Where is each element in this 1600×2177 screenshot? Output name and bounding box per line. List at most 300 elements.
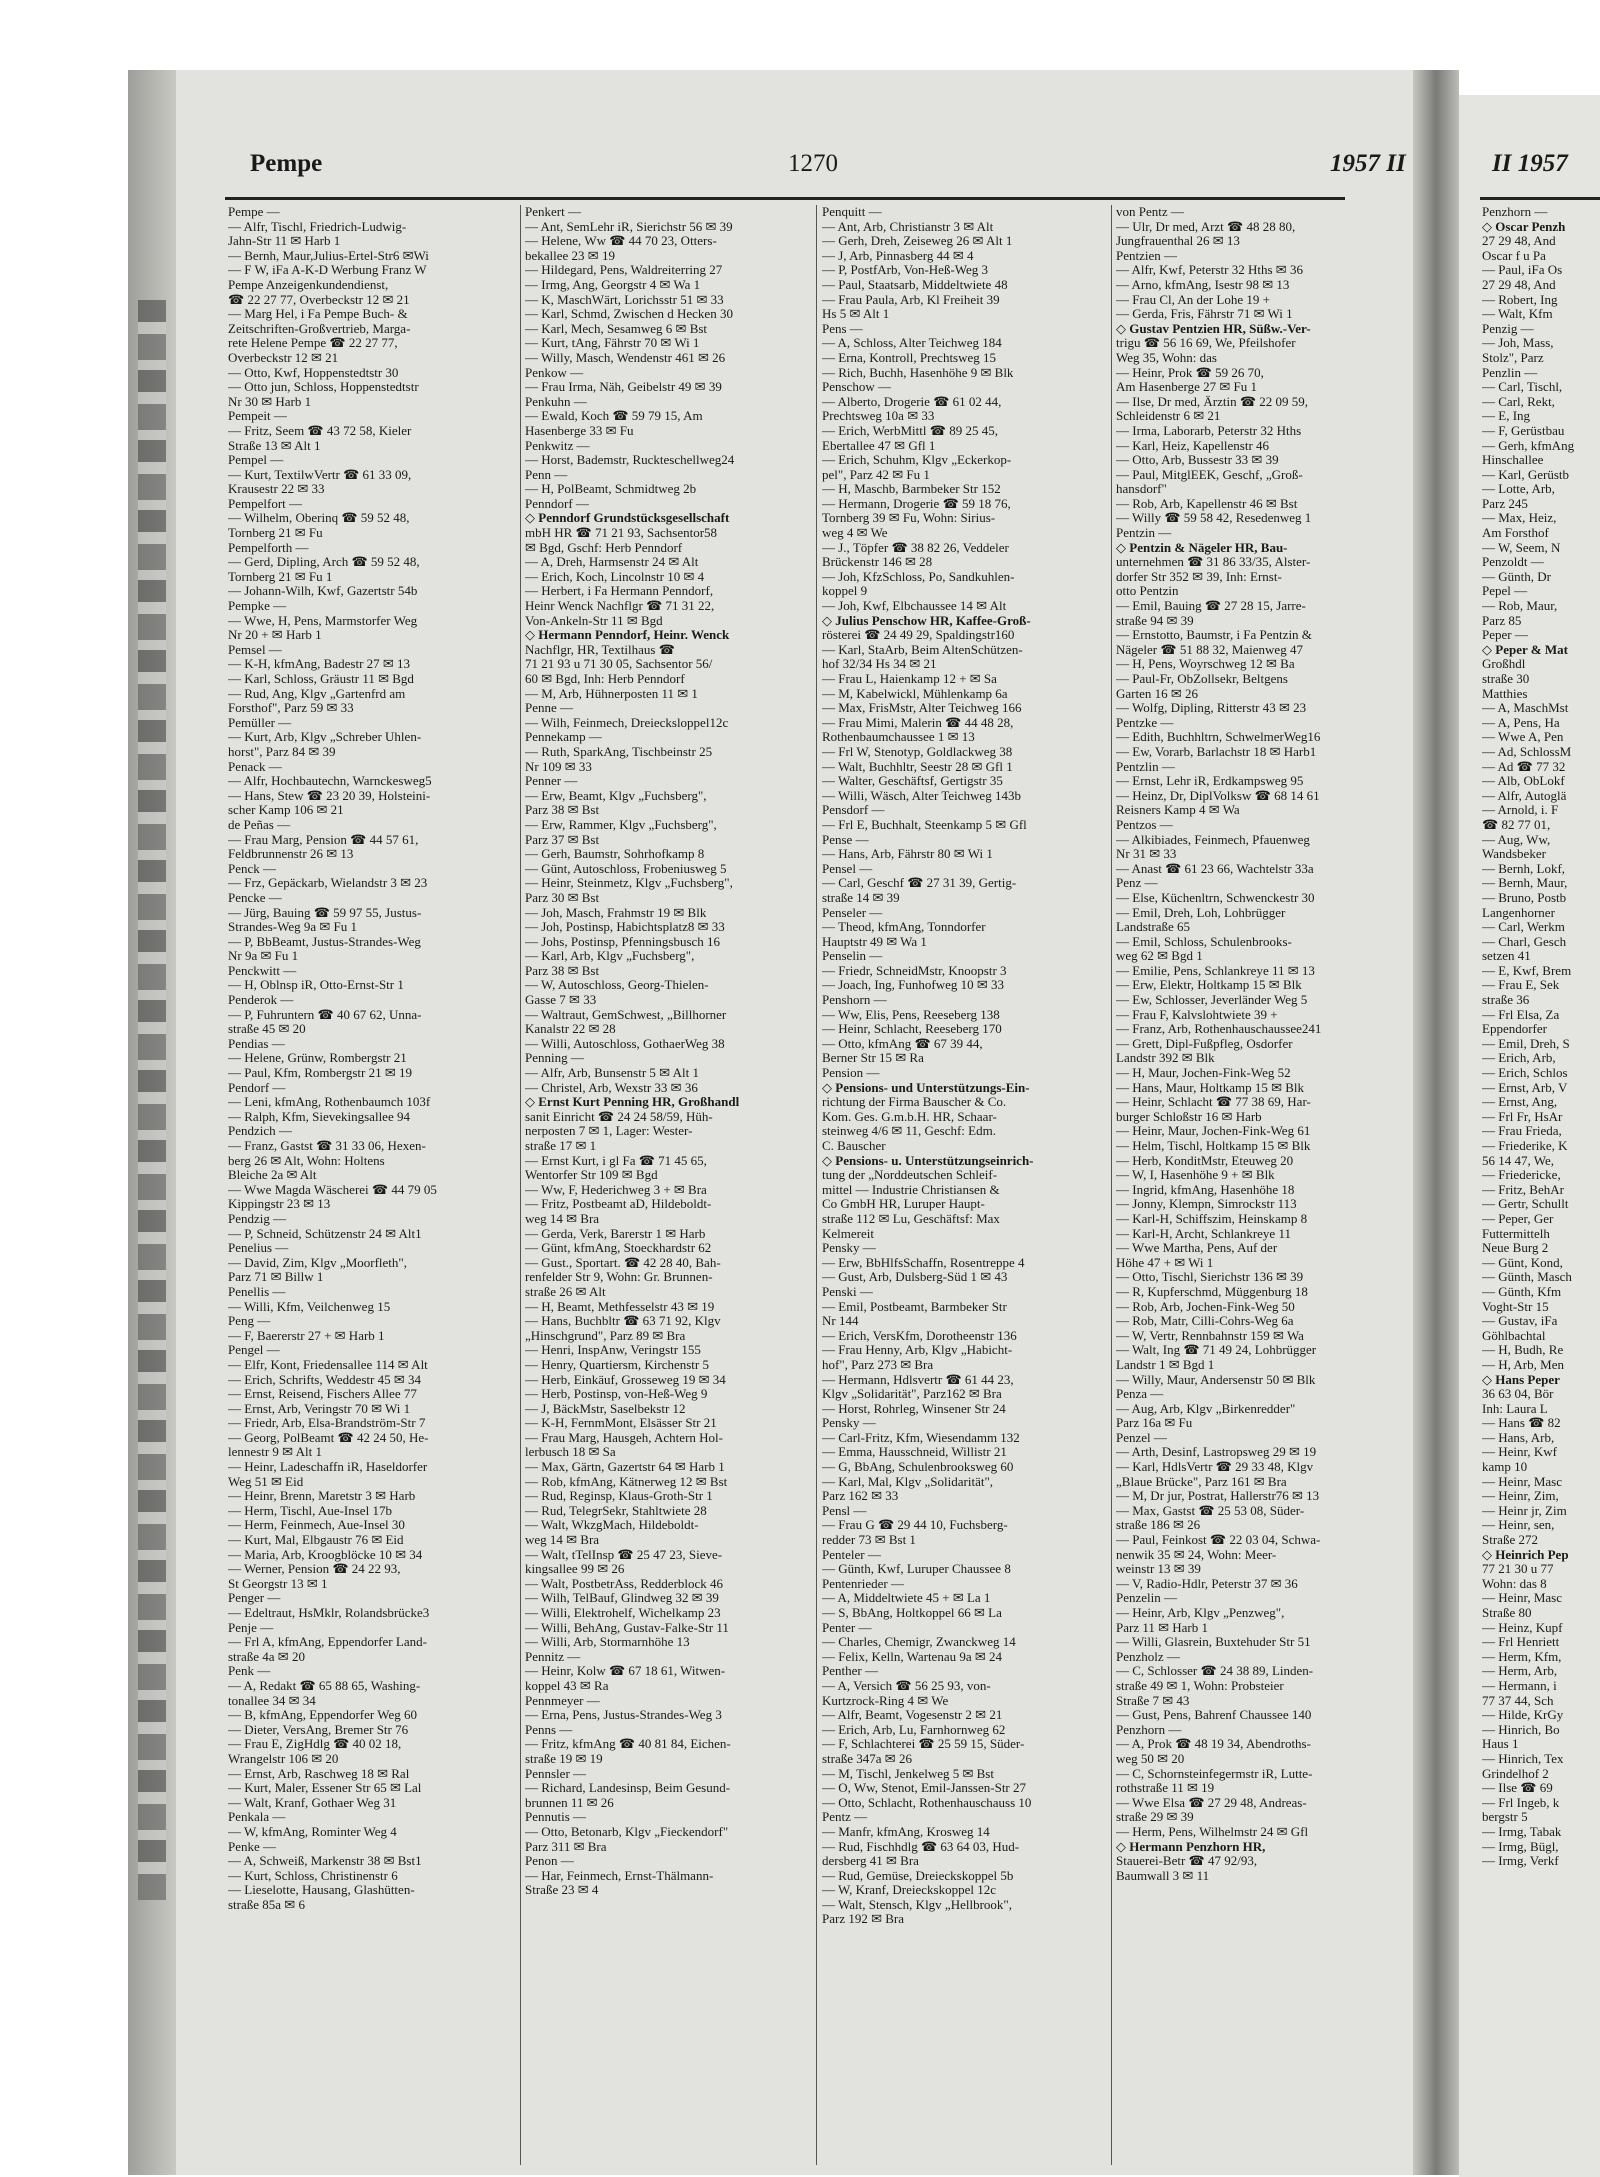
directory-entry-line: — F W, iFa A-K-D Werbung Franz W: [228, 263, 427, 278]
directory-entry-line: Jungfrauenthal 26 ✉ 13: [1116, 234, 1240, 249]
directory-entry-line: — Ralph, Kfm, Sievekingsallee 94: [228, 1109, 410, 1124]
directory-entry-line: — Otto, Arb, Bussestr 33 ✉ 39: [1116, 453, 1279, 468]
directory-entry-line: — Arnold, i. F: [1482, 803, 1559, 818]
directory-entry-line: — Franz, Arb, Rothenhauschaussee241: [1116, 1022, 1322, 1037]
directory-entry-line: dorfer Str 352 ✉ 39, Inh: Ernst-: [1116, 569, 1282, 584]
directory-entry-line: Pensky —: [822, 1416, 876, 1431]
directory-entry-line: Pempke —: [228, 599, 287, 614]
directory-entry-line: — Charl, Gesch: [1482, 934, 1567, 949]
directory-entry-line: — Hans ☎ 82: [1482, 1416, 1561, 1431]
directory-entry-line: Pensky —: [822, 1241, 876, 1256]
directory-entry-line: Pendzig —: [228, 1211, 287, 1226]
directory-entry-line: — Frau Marg, Pension ☎ 44 57 61,: [228, 832, 419, 847]
directory-entry-line: — Walt, PostbetrAss, Redderblock 46: [525, 1576, 724, 1591]
directory-entry-line: — Aug, Arb, Klgv „Birkenredder": [1116, 1401, 1296, 1416]
directory-entry-line: kamp 10: [1482, 1460, 1528, 1475]
directory-entry-line: Pengel —: [228, 1343, 280, 1358]
directory-entry-line: richtung der Firma Bauscher & Co.: [822, 1095, 1007, 1110]
directory-entry-line: — K-H, FernmMont, Elsässer Str 21: [525, 1416, 717, 1431]
directory-entry-line: — Carl, Geschf ☎ 27 31 39, Gertig-: [822, 876, 1017, 891]
directory-entry-line: — Alfr, Hochbautechn, Warnckesweg5: [228, 774, 432, 789]
directory-entry-line: — Gustav, iFa: [1482, 1314, 1558, 1329]
directory-entry-line: — Carl, Werkm: [1482, 920, 1565, 935]
directory-entry-line: Penzel —: [1116, 1430, 1167, 1445]
directory-entry-line: Kelmereit: [822, 1226, 874, 1241]
directory-entry-line: — Erich, Schrifts, Weddestr 45 ✉ 34: [228, 1372, 422, 1387]
directory-entry-line: Pepel —: [1482, 584, 1528, 599]
directory-entry-line: — Emil, Postbeamt, Barmbeker Str: [822, 1299, 1007, 1314]
directory-entry-line: Haus 1: [1482, 1737, 1519, 1752]
directory-entry-line: Penkert —: [525, 205, 581, 219]
directory-entry-line: Pempelfort —: [228, 496, 303, 511]
directory-entry-line: Parz 192 ✉ Bra: [822, 1912, 905, 1927]
directory-entry-line: Forsthof", Parz 59 ✉ 33: [228, 701, 354, 716]
directory-entry-line: ◇ Hermann Penndorf, Heinr. Wenck: [525, 628, 730, 643]
directory-entry-line: Penkow —: [525, 365, 584, 380]
directory-entry-line: — Frau Frieda,: [1482, 1124, 1562, 1139]
directory-entry-line: — Bernh, Maur,Julius-Ertel-Str6 ✉Wi: [228, 248, 429, 263]
directory-entry-line: Penelius —: [228, 1241, 289, 1256]
directory-entry-line: Pentzos —: [1116, 817, 1173, 832]
header-year-right: 1957: [1517, 150, 1568, 177]
directory-entry-line: Penza —: [1116, 1387, 1164, 1402]
directory-entry-line: Penns —: [525, 1722, 573, 1737]
directory-entry-line: — Carl-Fritz, Kfm, Wiesendamm 132: [822, 1430, 1020, 1445]
directory-entry-line: — Henry, Quartiersm, Kirchenstr 5: [525, 1357, 709, 1372]
directory-entry-line: Parz 311 ✉ Bra: [525, 1839, 607, 1854]
directory-entry-line: — P, BbBeamt, Justus-Strandes-Weg: [228, 934, 421, 949]
directory-entry-line: — Ernstotto, Baumstr, i Fa Pentzin &: [1116, 628, 1312, 643]
directory-entry-line: — Wilh, Feinmech, Dreiecksloppel12c: [525, 715, 729, 730]
directory-entry-line: Parz 162 ✉ 33: [822, 1489, 899, 1504]
directory-entry-line: — Günth, Kfm: [1482, 1284, 1562, 1299]
directory-entry-line: nenwik 35 ✉ 24, Wohn: Meer-: [1116, 1547, 1277, 1562]
directory-entry-line: Bleiche 2a ✉ Alt: [228, 1168, 317, 1183]
directory-entry-line: ◇ Julius Penschow HR, Kaffee-Groß-: [822, 613, 1031, 628]
directory-entry-line: — C, Schornsteinfegermstr iR, Lutte-: [1116, 1766, 1313, 1781]
directory-entry-line: Pemüller —: [228, 715, 292, 730]
directory-entry-line: Wandsbeker: [1482, 847, 1546, 862]
directory-entry-line: Schleidenstr 6 ✉ 21: [1116, 409, 1221, 424]
directory-entry-line: — Gust, Pens, Bahrenf Chaussee 140: [1116, 1708, 1312, 1723]
directory-entry-line: Penje —: [228, 1620, 274, 1635]
directory-entry-line: Nr 109 ✉ 33: [525, 759, 592, 774]
header-year: 1957: [1330, 150, 1380, 177]
directory-entry-line: — Frau Cl, An der Lohe 19 +: [1116, 292, 1270, 307]
directory-entry-line: — Frau Paula, Arb, Kl Freiheit 39: [822, 292, 1000, 307]
directory-entry-line: — Heinr, Prok ☎ 59 26 70,: [1116, 365, 1264, 380]
directory-entry-line: Jahn-Str 11 ✉ Harb 1: [228, 234, 341, 249]
directory-entry-line: — Joh, Kwf, Elbchaussee 14 ✉ Alt: [822, 599, 1007, 614]
directory-entry-line: — Friederike, K: [1482, 1139, 1568, 1153]
directory-entry-line: — Joh, Mass,: [1482, 336, 1554, 351]
directory-entry-line: ◇ Hans Peper: [1482, 1372, 1560, 1387]
directory-entry-line: 56 14 47, We,: [1482, 1153, 1555, 1168]
directory-entry-line: straße 26 ✉ Alt: [525, 1284, 606, 1299]
directory-entry-line: — Gerh, Dreh, Zeiseweg 26 ✉ Alt 1: [822, 234, 1013, 249]
directory-entry-line: steinweg 4/6 ✉ 11, Geschf: Edm.: [822, 1124, 996, 1139]
directory-entry-line: Heinr Wenck Nachflgr ☎ 71 31 22,: [525, 599, 715, 614]
directory-entry-line: Landstr 392 ✉ Blk: [1116, 1051, 1215, 1066]
directory-entry-line: setzen 41: [1482, 949, 1531, 964]
directory-entry-line: Weg 51 ✉ Eid: [228, 1474, 304, 1489]
directory-entry-line: — Herb, Einkäuf, Grosseweg 19 ✉ 34: [525, 1372, 726, 1387]
directory-entry-line: Neue Burg 2: [1482, 1241, 1549, 1256]
directory-entry-line: — Bruno, Postb: [1482, 890, 1567, 905]
directory-entry-line: ◇ Peper & Mat: [1482, 642, 1568, 657]
directory-entry-line: St Georgstr 13 ✉ 1: [228, 1576, 328, 1591]
directory-entry-line: Penski —: [822, 1284, 873, 1299]
directory-entry-line: — C, Schlosser ☎ 24 38 89, Linden-: [1116, 1664, 1314, 1679]
directory-entry-line: berg 26 ✉ Alt, Wohn: Holtens: [228, 1153, 385, 1168]
directory-entry-line: Parz 245: [1482, 496, 1528, 511]
directory-entry-line: Penther —: [822, 1664, 878, 1679]
directory-entry-line: — Walt, Kfm: [1482, 307, 1553, 322]
directory-entry-line: 77 21 30 u 77: [1482, 1562, 1554, 1577]
directory-entry-line: Wentorfer Str 109 ✉ Bgd: [525, 1168, 658, 1183]
directory-entry-line: — Karl, Gerüstb: [1482, 467, 1570, 482]
book-gutter: [1413, 70, 1459, 2175]
directory-entry-line: Großhdl: [1482, 657, 1526, 672]
directory-entry-line: Penseler —: [822, 905, 883, 920]
directory-entry-line: — P, PostfArb, Von-Heß-Weg 3: [822, 263, 989, 278]
directory-entry-line: Nachflgr, HR, Textilhaus ☎: [525, 642, 675, 657]
directory-entry-line: — Hans, Maur, Holtkamp 15 ✉ Blk: [1116, 1080, 1305, 1095]
directory-entry-line: Parz 38 ✉ Bst: [525, 963, 600, 978]
directory-entry-line: weg 50 ✉ 20: [1116, 1751, 1185, 1766]
directory-entry-line: ☎ 82 77 01,: [1482, 817, 1551, 832]
directory-entry-line: — H, Arb, Men: [1482, 1357, 1564, 1372]
directory-entry-line: Brückenstr 146 ✉ 28: [822, 555, 933, 570]
directory-entry-line: — G, BbAng, Schulenbrooksweg 60: [822, 1460, 1014, 1475]
directory-entry-line: Penner —: [525, 774, 578, 789]
directory-entry-line: Penderok —: [228, 993, 294, 1008]
directory-entry-line: — E, Ing: [1482, 409, 1531, 424]
directory-entry-line: — Willi, Arb, Stormarnhöhe 13: [525, 1635, 690, 1650]
directory-entry-line: — Heinr, Steinmetz, Klgv „Fuchsberg",: [525, 876, 733, 891]
directory-entry-line: — Erich, VersKfm, Dorotheenstr 136: [822, 1328, 1017, 1343]
directory-entry-line: — Karl, Heiz, Kapellenstr 46: [1116, 438, 1270, 453]
directory-entry-line: Klgv „Solidarität", Parz162 ✉ Bra: [822, 1387, 1002, 1402]
directory-entry-line: Overbeckstr 12 ✉ 21: [228, 350, 339, 365]
directory-entry-line: — Erna, Pens, Justus-Strandes-Weg 3: [525, 1708, 722, 1723]
directory-entry-line: — Max, FrisMstr, Alter Teichweg 166: [822, 701, 1022, 716]
directory-entry-line: ◇ Gustav Pentzien HR, Süßw.-Ver-: [1116, 321, 1311, 336]
directory-entry-line: — Otto, Tischl, Sierichstr 136 ✉ 39: [1116, 1270, 1304, 1285]
directory-entry-line: Feldbrunnenstr 26 ✉ 13: [228, 847, 354, 862]
directory-entry-line: Peng —: [228, 1314, 271, 1329]
directory-entry-line: Von-Ankeln-Str 11 ✉ Bgd: [525, 613, 663, 628]
directory-entry-line: — Arno, kfmAng, Isestr 98 ✉ 13: [1116, 277, 1290, 292]
directory-entry-line: — Theod, kfmAng, Tonndorfer: [822, 920, 986, 935]
directory-entry-line: — Horst, Bademstr, Ruckteschellweg24: [525, 453, 735, 468]
directory-entry-line: — Ernst Kurt, i gl Fa ☎ 71 45 65,: [525, 1153, 707, 1168]
directory-entry-line: — Wwe A, Pen: [1482, 730, 1564, 745]
directory-entry-line: kingsallee 99 ✉ 26: [525, 1562, 625, 1577]
directory-entry-line: — V, Radio-Hdlr, Peterstr 37 ✉ 36: [1116, 1576, 1298, 1591]
directory-entry-line: Pemsel —: [228, 642, 282, 657]
directory-entry-line: Penkwitz —: [525, 438, 590, 453]
directory-entry-line: — Friedericke,: [1482, 1168, 1561, 1183]
directory-entry-line: Nr 20 + ✉ Harb 1: [228, 628, 322, 643]
directory-column-4: [1116, 205, 1346, 1883]
directory-entry-line: — Johann-Wilh, Kwf, Gazertstr 54b: [228, 584, 418, 599]
directory-entry-line: — Heinr, Masc: [1482, 1591, 1562, 1606]
directory-entry-line: — S, BbAng, Holtkoppel 66 ✉ La: [822, 1606, 1002, 1620]
directory-entry-line: — Frl Henriett: [1482, 1635, 1560, 1650]
directory-entry-line: Co GmbH HR, Luruper Haupt-: [822, 1197, 985, 1212]
directory-entry-line: Am Forsthof: [1482, 526, 1549, 541]
directory-entry-line: — Alfr, Beamt, Vogesenstr 2 ✉ 21: [822, 1708, 1003, 1723]
column-divider: [1111, 205, 1112, 2165]
directory-entry-line: — A, Prok ☎ 48 19 34, Abendroths-: [1116, 1737, 1311, 1752]
directory-entry-line: „Hinschgrund", Parz 89 ✉ Bra: [525, 1328, 686, 1343]
directory-entry-line: — Karl, StaArb, Beim AltenSchützen-: [822, 642, 1023, 657]
directory-entry-line: — Waltraut, GemSchwest, „Billhorner: [525, 1007, 727, 1022]
directory-entry-line: Pendorf —: [228, 1080, 286, 1095]
directory-entry-line: — Wwe Martha, Pens, Auf der: [1116, 1241, 1278, 1256]
directory-entry-line: Weg 35, Wohn: das: [1116, 350, 1217, 365]
directory-entry-line: — Ew, Vorarb, Barlachstr 18 ✉ Harb1: [1116, 744, 1317, 759]
directory-entry-line: — Günth, Kwf, Luruper Chaussee 8: [822, 1562, 1011, 1577]
directory-entry-line: — Heinz, Kupf: [1482, 1620, 1563, 1635]
directory-entry-line: ◇ Pensions- u. Unterstützungseinrich-: [822, 1153, 1034, 1168]
directory-entry-line: — Hans, Arb,: [1482, 1430, 1555, 1445]
directory-entry-line: — Willi, Kfm, Veilchenweg 15: [228, 1299, 391, 1314]
directory-entry-line: Hinschallee: [1482, 453, 1544, 468]
directory-entry-line: — Ernst, Lehr iR, Erdkampsweg 95: [1116, 774, 1304, 789]
directory-entry-line: — Ilse ☎ 69: [1482, 1781, 1553, 1796]
directory-entry-line: Penkuhn —: [525, 394, 587, 409]
directory-entry-line: koppel 9: [822, 584, 868, 599]
directory-entry-line: rete Helene Pempe ☎ 22 27 77,: [228, 336, 398, 351]
directory-entry-line: — Karl, HdlsVertr ☎ 29 33 48, Klgv: [1116, 1460, 1314, 1475]
directory-entry-line: bergstr 5: [1482, 1810, 1528, 1825]
directory-entry-line: — Frl W, Stenotyp, Goldlackweg 38: [822, 744, 1013, 759]
directory-entry-line: — Irmg, Verkf: [1482, 1854, 1559, 1869]
directory-entry-line: Penschow —: [822, 380, 891, 395]
directory-entry-line: — Horst, Rohrleg, Winsener Str 24: [822, 1401, 1006, 1416]
directory-entry-line: — Karl-H, Schiffszim, Heinskamp 8: [1116, 1211, 1308, 1226]
directory-entry-line: Nr 30 ✉ Harb 1: [228, 394, 312, 409]
directory-entry-line: Garten 16 ✉ 26: [1116, 686, 1199, 701]
directory-entry-line: Pennekamp —: [525, 730, 602, 745]
directory-entry-line: — Herm, Feinmech, Aue-Insel 30: [228, 1518, 405, 1533]
directory-entry-line: hof", Parz 273 ✉ Bra: [822, 1357, 934, 1372]
directory-entry-line: — F, Baererstr 27 + ✉ Harb 1: [228, 1328, 385, 1343]
directory-entry-line: Pense —: [822, 832, 869, 847]
directory-entry-line: — Paul, MitglEEK, Geschf, „Groß-: [1116, 467, 1303, 482]
directory-entry-line: — Christel, Arb, Wexstr 33 ✉ 36: [525, 1080, 698, 1095]
directory-entry-line: sanit Einricht ☎ 24 24 58/59, Hüh-: [525, 1109, 713, 1124]
directory-entry-line: — R, Kupferschmd, Müggenburg 18: [1116, 1284, 1308, 1299]
header-volume: II: [1386, 150, 1406, 177]
directory-entry-line: Pempel —: [228, 453, 284, 468]
directory-entry-line: bekallee 23 ✉ 19: [525, 248, 615, 263]
directory-entry-line: — Bernh, Maur,: [1482, 876, 1568, 891]
directory-entry-line: — Max, Gärtn, Gazertstr 64 ✉ Harb 1: [525, 1460, 725, 1475]
directory-entry-line: — Rud, Reginsp, Klaus-Groth-Str 1: [525, 1489, 713, 1504]
directory-entry-line: — Erich, Koch, Lincolnstr 10 ✉ 4: [525, 569, 705, 584]
directory-entry-line: — Alberto, Drogerie ☎ 61 02 44,: [822, 394, 1002, 409]
directory-entry-line: — Frau Mimi, Malerin ☎ 44 48 28,: [822, 715, 1014, 730]
directory-entry-line: Pennmeyer —: [525, 1693, 600, 1708]
directory-entry-line: — Kurt, Mal, Elbgaustr 76 ✉ Eid: [228, 1533, 404, 1548]
directory-entry-line: — Edith, Buchhltrn, SchwelmerWeg16: [1116, 730, 1321, 745]
directory-entry-line: Tornberg 21 ✉ Fu 1: [228, 569, 333, 584]
directory-entry-line: — Max, Heiz,: [1482, 511, 1557, 526]
directory-entry-line: — F, Schlachterei ☎ 25 59 15, Süder-: [822, 1737, 1025, 1752]
directory-entry-line: — Fritz, Postbeamt aD, Hildeboldt-: [525, 1197, 712, 1212]
directory-entry-line: 27 29 48, And: [1482, 277, 1556, 292]
directory-entry-line: ◇ Pensions- und Unterstützungs-Ein-: [822, 1080, 1030, 1095]
directory-entry-line: Pempeit —: [228, 409, 287, 424]
directory-entry-line: — Heinr, Brenn, Maretstr 3 ✉ Harb: [228, 1489, 416, 1504]
directory-entry-line: — A, Schweiß, Markenstr 38 ✉ Bst1: [228, 1854, 422, 1869]
directory-entry-line: Pentzke —: [1116, 715, 1174, 730]
directory-entry-line: — Frau Irma, Näh, Geibelstr 49 ✉ 39: [525, 380, 722, 395]
directory-entry-line: Penselin —: [822, 949, 883, 964]
directory-entry-line: weg 14 ✉ Bra: [525, 1533, 600, 1548]
directory-entry-line: — Erna, Kontroll, Prechtsweg 15: [822, 350, 997, 365]
directory-entry-line: — K-H, kfmAng, Badestr 27 ✉ 13: [228, 657, 411, 672]
directory-entry-line: Penshorn —: [822, 993, 887, 1008]
spine-edge-marks: [138, 300, 166, 1900]
directory-entry-line: — Manfr, kfmAng, Krosweg 14: [822, 1824, 990, 1839]
directory-entry-line: — Walt, WkzgMach, Hildeboldt-: [525, 1518, 699, 1533]
directory-entry-line: Penke —: [228, 1839, 277, 1854]
directory-entry-line: Kurtzrock-Ring 4 ✉ We: [822, 1693, 949, 1708]
directory-entry-line: — Irmg, Bügl,: [1482, 1839, 1559, 1854]
directory-entry-line: de Peñas —: [228, 817, 291, 832]
directory-entry-line: C. Bauscher: [822, 1139, 886, 1153]
directory-entry-line: — Kurt, tAng, Fährstr 70 ✉ Wi 1: [525, 336, 700, 351]
directory-entry-line: ☎ 22 27 77, Overbeckstr 12 ✉ 21: [228, 292, 410, 307]
directory-entry-line: — Ww, Elis, Pens, Reeseberg 138: [822, 1007, 1000, 1022]
directory-entry-line: ◇ Penndorf Grundstücksgesellschaft: [525, 511, 730, 526]
directory-entry-line: renfelder Str 9, Wohn: Gr. Brunnen-: [525, 1270, 713, 1285]
directory-entry-line: Pempe Anzeigenkundendienst,: [228, 277, 389, 292]
directory-entry-line: — M, Tischl, Jenkelweg 5 ✉ Bst: [822, 1766, 994, 1781]
directory-entry-line: — Erw, Rammer, Klgv „Fuchsberg",: [525, 817, 717, 832]
directory-entry-line: — Alfr, Arb, Bunsenstr 5 ✉ Alt 1: [525, 1066, 699, 1081]
directory-entry-line: — Heinr, Kolw ☎ 67 18 61, Witwen-: [525, 1664, 726, 1679]
directory-entry-line: — W, Kranf, Dreieckskoppel 12c: [822, 1883, 997, 1898]
directory-entry-line: — Emil, Dreh, S: [1482, 1036, 1570, 1051]
directory-entry-line: — Heinr, sen,: [1482, 1518, 1555, 1533]
directory-entry-line: rösterei ☎ 24 49 29, Spaldingstr160: [822, 628, 1015, 643]
directory-entry-line: lerbusch 18 ✉ Sa: [525, 1445, 616, 1460]
directory-entry-line: — Ww, F, Hederichweg 3 + ✉ Bra: [525, 1182, 707, 1197]
directory-entry-line: — Walt, Kranf, Gothaer Weg 31: [228, 1795, 397, 1810]
directory-entry-line: — Gerda, Fris, Fährstr 71 ✉ Wi 1: [1116, 307, 1293, 322]
directory-entry-line: — H, Oblnsp iR, Otto-Ernst-Str 1: [228, 978, 404, 993]
directory-entry-line: Penzhorn —: [1116, 1722, 1182, 1737]
directory-entry-line: — Leni, kfmAng, Rothenbaumch 103f: [228, 1095, 431, 1110]
directory-entry-line: Krausestr 22 ✉ 33: [228, 482, 325, 497]
directory-entry-line: Penndorf —: [525, 496, 589, 511]
directory-entry-line: — Friedr, Arb, Elsa-Brandström-Str 7: [228, 1416, 426, 1431]
directory-entry-line: — Hans, Arb, Fährstr 80 ✉ Wi 1: [822, 847, 993, 862]
directory-entry-line: 77 37 44, Sch: [1482, 1693, 1554, 1708]
directory-entry-line: — Henri, InspAnw, Veringstr 155: [525, 1343, 701, 1358]
directory-entry-line: — Franz, Gastst ☎ 31 33 06, Hexen-: [228, 1139, 426, 1153]
directory-entry-line: Parz 30 ✉ Bst: [525, 890, 600, 905]
directory-entry-line: — Walt, Ing ☎ 71 49 24, Lohbrügger: [1116, 1343, 1317, 1358]
directory-entry-line: — Ingrid, kfmAng, Hasenhöhe 18: [1116, 1182, 1295, 1197]
directory-entry-line: Pentzlin —: [1116, 759, 1175, 774]
directory-entry-line: — Grett, Dipl-Fußpfleg, Osdorfer: [1116, 1036, 1293, 1051]
directory-entry-line: — Herm, Tischl, Aue-Insel 17b: [228, 1503, 392, 1518]
directory-entry-line: — Frau F, Kalvslohtwiete 39 +: [1116, 1007, 1278, 1022]
directory-entry-line: — H, PolBeamt, Schmidtweg 2b: [525, 482, 697, 497]
directory-entry-line: burger Schloßstr 16 ✉ Harb: [1116, 1109, 1262, 1124]
directory-entry-line: Parz 38 ✉ Bst: [525, 803, 600, 818]
directory-entry-line: — Gertr, Schullt: [1482, 1197, 1569, 1212]
directory-entry-line: — Werner, Pension ☎ 24 22 93,: [228, 1562, 401, 1577]
directory-entry-line: — Otto, Kwf, Hoppenstedtstr 30: [228, 365, 399, 380]
directory-entry-line: — Willi, BehAng, Gustav-Falke-Str 11: [525, 1620, 729, 1635]
directory-entry-line: — Rob, kfmAng, Kätnerweg 12 ✉ Bst: [525, 1474, 728, 1489]
directory-entry-line: straße 186 ✉ 26: [1116, 1518, 1201, 1533]
directory-entry-line: straße 112 ✉ Lu, Geschäftsf: Max: [822, 1211, 1000, 1226]
directory-entry-line: ◇ Oscar Penzh: [1482, 219, 1566, 234]
directory-entry-line: — Helene, Ww ☎ 44 70 23, Otters-: [525, 234, 717, 249]
directory-entry-line: ✉ Bgd, Gschf: Herb Penndorf: [525, 540, 683, 555]
directory-entry-line: — B, kfmAng, Eppendorfer Weg 60: [228, 1708, 417, 1723]
directory-entry-line: — Frl Ingeb, k: [1482, 1795, 1560, 1810]
directory-entry-line: — Frl E, Buchhalt, Steenkamp 5 ✉ Gfl: [822, 817, 1027, 832]
directory-entry-line: — Alfr, Kwf, Peterstr 32 Hths ✉ 36: [1116, 263, 1303, 278]
directory-entry-line: — Rud, Ang, Klgv „Gartenfrd am: [228, 686, 406, 701]
directory-entry-line: — Herm, Kfm,: [1482, 1649, 1562, 1664]
directory-entry-line: — Frau E, ZigHdlg ☎ 40 02 18,: [228, 1737, 402, 1752]
directory-entry-line: Parz 85: [1482, 613, 1522, 628]
directory-entry-line: Pentzin —: [1116, 526, 1172, 541]
directory-entry-line: — Karl-H, Archt, Schlankreye 11: [1116, 1226, 1291, 1241]
directory-entry-line: — A, Middeltwiete 45 + ✉ La 1: [822, 1591, 991, 1606]
directory-entry-line: — Otto, Betonarb, Klgv „Fieckendorf": [525, 1824, 729, 1839]
directory-entry-line: — Erich, WerbMittl ☎ 89 25 45,: [822, 423, 998, 438]
directory-entry-line: Pensdorf —: [822, 803, 885, 818]
directory-entry-line: straße 49 ✉ 1, Wohn: Probsteier: [1116, 1678, 1284, 1693]
directory-entry-line: — Jürg, Bauing ☎ 59 97 55, Justus-: [228, 905, 422, 920]
directory-entry-line: mittel — Industrie Christiansen &: [822, 1182, 1000, 1197]
directory-entry-line: Penack —: [228, 759, 282, 774]
directory-entry-line: Tornberg 21 ✉ Fu: [228, 526, 323, 541]
directory-entry-line: — A, Versich ☎ 56 25 93, von-: [822, 1678, 991, 1693]
directory-entry-line: — A, Pens, Ha: [1482, 715, 1560, 730]
directory-entry-line: weinstr 13 ✉ 39: [1116, 1562, 1201, 1577]
directory-entry-line: Penckwitt —: [228, 963, 297, 978]
directory-entry-line: — Erich, Arb,: [1482, 1051, 1556, 1066]
directory-entry-line: — Frl Elsa, Za: [1482, 1007, 1560, 1022]
directory-entry-line: — Wwe Magda Wäscherei ☎ 44 79 05: [228, 1182, 437, 1197]
directory-entry-line: Hauptstr 49 ✉ Wa 1: [822, 934, 927, 949]
directory-entry-line: — Paul, Staatsarb, Middeltwiete 48: [822, 277, 1008, 292]
directory-entry-line: — Ilse, Dr med, Ärztin ☎ 22 09 59,: [1116, 394, 1309, 409]
directory-entry-line: — F, Gerüstbau: [1482, 423, 1565, 438]
directory-entry-line: — Heinr, Kwf: [1482, 1445, 1557, 1460]
directory-entry-line: — Erich, Schlos: [1482, 1066, 1568, 1081]
directory-entry-line: Pempe —: [228, 205, 280, 219]
directory-entry-line: — Emil, Schloss, Schulenbrooks-: [1116, 934, 1292, 949]
directory-entry-line: — Hermann, i: [1482, 1678, 1557, 1693]
directory-entry-line: Penck —: [228, 861, 277, 876]
directory-entry-line: — Fritz, kfmAng ☎ 40 81 84, Eichen-: [525, 1737, 731, 1752]
directory-entry-line: otto Pentzin: [1116, 584, 1179, 599]
directory-entry-line: straße 4a ✉ 20: [228, 1649, 305, 1664]
